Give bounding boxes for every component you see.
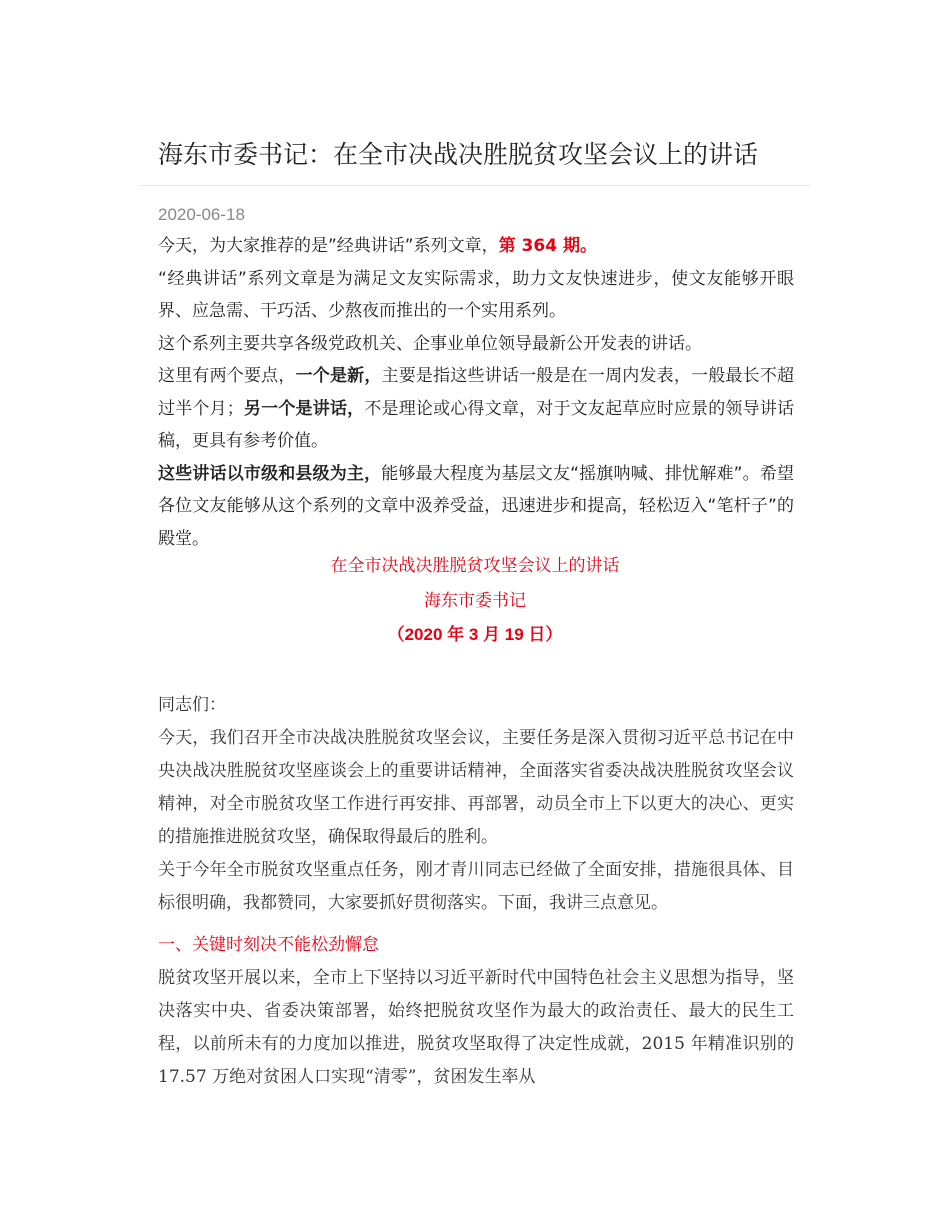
salutation: 同志们： <box>158 695 226 715</box>
speech-paragraph-1: 今天，我们召开全市决战决胜脱贫攻坚会议，主要任务是深入贯彻习近平总书记在中央决战决胜脱贫攻坚座谈会上的重要讲话精神，全面落实省委决战决胜脱贫攻坚会议精神，对全市脱贫攻坚工作进行再安排、再部署，动员全市上下以更大的决心、更实的措施推进脱贫攻坚，确保取得最后的胜利。 <box>158 728 794 847</box>
intro-paragraph-1 <box>158 230 794 263</box>
issue-number: 第 364 期。 <box>498 236 597 256</box>
speech-paragraph-2: 关于今年全市脱贫攻坚重点任务，刚才青川同志已经做了全面安排，措施很具体、目标很明确，我都赞同，大家要抓好贯彻落实。下面，我讲三点意见。 <box>158 860 794 913</box>
intro-paragraph-3: 这个系列主要共享各级党政机关、企事业单位领导最新公开发表的讲话。 <box>158 333 702 354</box>
speech-body-1 <box>158 722 794 920</box>
article-date: 2020-06-18 <box>158 205 245 224</box>
intro-paragraph-5 <box>158 458 794 556</box>
intro-p1-text: 今天，为大家推荐的是”经典讲话”系列文章， <box>158 236 499 256</box>
intro-paragraph-2: “经典讲话”系列文章是为满足文友实际需求，助力文友快速进步，使文友能够开眼界、应急需、干巧活、少熬夜而推出的一个实用系列。 <box>158 268 794 321</box>
intro-p4-c: 主要是指这些讲话一般是在一周内发表，一般最长不超过半个月； <box>158 366 795 419</box>
intro-p4-a: 这里有两个要点， <box>158 366 296 386</box>
title-divider <box>140 185 810 186</box>
intro-p4-b: 一个是新， <box>295 366 382 386</box>
speech-date: （2020 年 3 月 19 日） <box>387 625 563 644</box>
speech-paragraph-3: 脱贫攻坚开展以来，全市上下坚持以习近平新时代中国特色社会主义思想为指导，坚决落实中央、省委决策部署，始终把脱贫攻坚作为最大的政治责任、最大的民生工程，以前所未有的力度加以推进，脱贫攻坚取得了决定性成就，2015 年精准识别的 17.57 万绝对贫困人口实现“清零”，贫困发生率从 <box>158 968 794 1087</box>
article-title: 海东市委书记：在全市决战决胜脱贫攻坚会议上的讲话 <box>158 140 759 169</box>
intro-p5-b: 能够最大程度为基层文友“摇旗呐喊、排忧解难”。希望各位文友能够从这个系列的文章中汲养受益，迅速进步和提高，轻松迈入“笔杆子”的殿堂。 <box>158 463 794 549</box>
intro-section <box>158 230 794 555</box>
speech-heading: 在全市决战决胜脱贫攻坚会议上的讲话 <box>330 556 620 576</box>
speech-body-2 <box>158 962 794 1094</box>
intro-p4-e: 不是理论或心得文章，对于文友起草应时应景的领导讲话稿，更具有参考价值。 <box>158 398 795 451</box>
section-1-heading: 一、关键时刻决不能松劲懈怠 <box>158 935 379 955</box>
speech-speaker: 海东市委书记 <box>424 591 526 611</box>
intro-paragraph-4 <box>158 360 794 458</box>
intro-p4-d: 另一个是讲话， <box>243 398 365 419</box>
intro-p5-a: 这些讲话以市级和县级为主， <box>158 463 382 484</box>
